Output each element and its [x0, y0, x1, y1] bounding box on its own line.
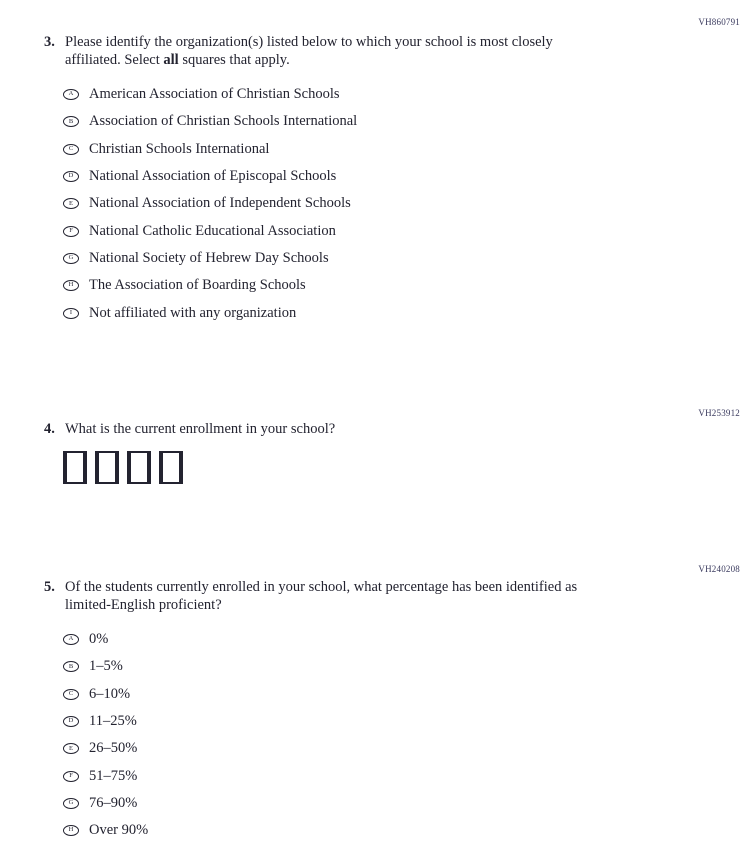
question-text-end: squares that apply.: [178, 51, 290, 68]
option-label: 11–25%: [89, 713, 137, 730]
question-number: 4.: [44, 421, 55, 437]
question-4-head: [44, 421, 597, 439]
option-bubble-b[interactable]: [63, 116, 79, 127]
option-label: 26–50%: [89, 740, 138, 757]
question-3-head: [44, 34, 597, 69]
option-bubble-h[interactable]: [63, 825, 79, 836]
question-text: [65, 34, 597, 69]
question-5-head: [44, 579, 597, 614]
bubble-letter: E: [69, 199, 73, 207]
option-bubble-f[interactable]: [63, 226, 79, 237]
bubble-letter: H: [68, 826, 74, 834]
option-label: 1–5%: [89, 658, 123, 675]
option-row: [63, 817, 597, 844]
question-5: [44, 579, 597, 844]
option-row: [63, 790, 597, 817]
question-3: [44, 34, 597, 327]
option-row: [63, 299, 597, 326]
option-bubble-g[interactable]: [63, 253, 79, 264]
option-label: 0%: [89, 631, 109, 648]
option-label: Christian Schools International: [89, 140, 270, 157]
bubble-letter: G: [68, 799, 74, 807]
option-label: The Association of Boarding Schools: [89, 277, 306, 294]
option-label: 51–75%: [89, 767, 138, 784]
option-bubble-b[interactable]: [63, 661, 79, 672]
bubble-letter: H: [68, 281, 74, 289]
bubble-letter: E: [69, 744, 73, 752]
option-bubble-e[interactable]: [63, 743, 79, 754]
bubble-letter: A: [68, 90, 74, 98]
question-3-options: [63, 81, 597, 327]
option-bubble-c[interactable]: [63, 689, 79, 700]
question-text: What is the current enrollment in your school?: [65, 421, 336, 437]
bubble-letter: G: [68, 254, 74, 262]
enrollment-digit-box-2[interactable]: [95, 451, 119, 484]
option-bubble-d[interactable]: [63, 171, 79, 182]
option-label: Association of Christian Schools International: [89, 113, 358, 130]
option-label: Over 90%: [89, 822, 149, 839]
bubble-letter: C: [68, 689, 74, 697]
enrollment-digit-box-3[interactable]: [127, 451, 151, 484]
question-text: Of the students currently enrolled in your school, what percentage has been identified as limited-English proficient?: [65, 579, 578, 613]
question-code-q3: VH860791: [698, 17, 740, 27]
option-row: [63, 762, 597, 789]
question-number: 5.: [44, 579, 55, 595]
question-5-options: [63, 626, 597, 844]
option-label: National Association of Episcopal Schools: [89, 168, 337, 185]
bubble-letter: C: [68, 144, 74, 152]
option-label: 76–90%: [89, 794, 138, 811]
option-bubble-d[interactable]: [63, 716, 79, 727]
option-bubble-i[interactable]: [63, 308, 79, 319]
option-row: [63, 190, 597, 217]
bubble-letter: B: [68, 117, 74, 125]
option-bubble-h[interactable]: [63, 280, 79, 291]
question-code-q5: VH240208: [698, 564, 740, 574]
option-row: [63, 136, 597, 163]
option-row: [63, 681, 597, 708]
bubble-letter: D: [68, 717, 74, 725]
bubble-letter: I: [69, 308, 73, 316]
bubble-letter: F: [69, 771, 73, 779]
option-bubble-g[interactable]: [63, 798, 79, 809]
option-row: [63, 163, 597, 190]
question-number: 3.: [44, 34, 55, 50]
option-label: National Catholic Educational Association: [89, 222, 336, 239]
option-bubble-e[interactable]: [63, 198, 79, 209]
option-bubble-a[interactable]: [63, 89, 79, 100]
option-label: National Association of Independent Schools: [89, 195, 351, 212]
option-bubble-c[interactable]: [63, 144, 79, 155]
enrollment-digit-boxes: [63, 451, 597, 484]
option-row: [63, 272, 597, 299]
option-row: [63, 81, 597, 108]
option-row: [63, 217, 597, 244]
option-row: [63, 735, 597, 762]
question-code-q4: VH253912: [698, 408, 740, 418]
option-row: [63, 626, 597, 653]
question-text-bold: all: [163, 51, 179, 68]
option-row: [63, 108, 597, 135]
option-row: [63, 653, 597, 680]
option-label: American Association of Christian Schools: [89, 86, 340, 103]
bubble-letter: A: [68, 635, 74, 643]
bubble-letter: B: [68, 662, 74, 670]
bubble-letter: D: [68, 172, 74, 180]
option-label: Not affiliated with any organization: [89, 304, 297, 321]
bubble-letter: F: [69, 226, 73, 234]
option-row: [63, 245, 597, 272]
question-4: [44, 421, 597, 484]
option-bubble-a[interactable]: [63, 634, 79, 645]
enrollment-digit-box-1[interactable]: [63, 451, 87, 484]
question-text-start: Please identify the organization(s) listed below to which your school is most closely affiliated. Select: [65, 34, 553, 68]
option-label: National Society of Hebrew Day Schools: [89, 249, 329, 266]
option-row: [63, 708, 597, 735]
option-label: 6–10%: [89, 685, 131, 702]
option-bubble-f[interactable]: [63, 771, 79, 782]
enrollment-digit-box-4[interactable]: [159, 451, 183, 484]
